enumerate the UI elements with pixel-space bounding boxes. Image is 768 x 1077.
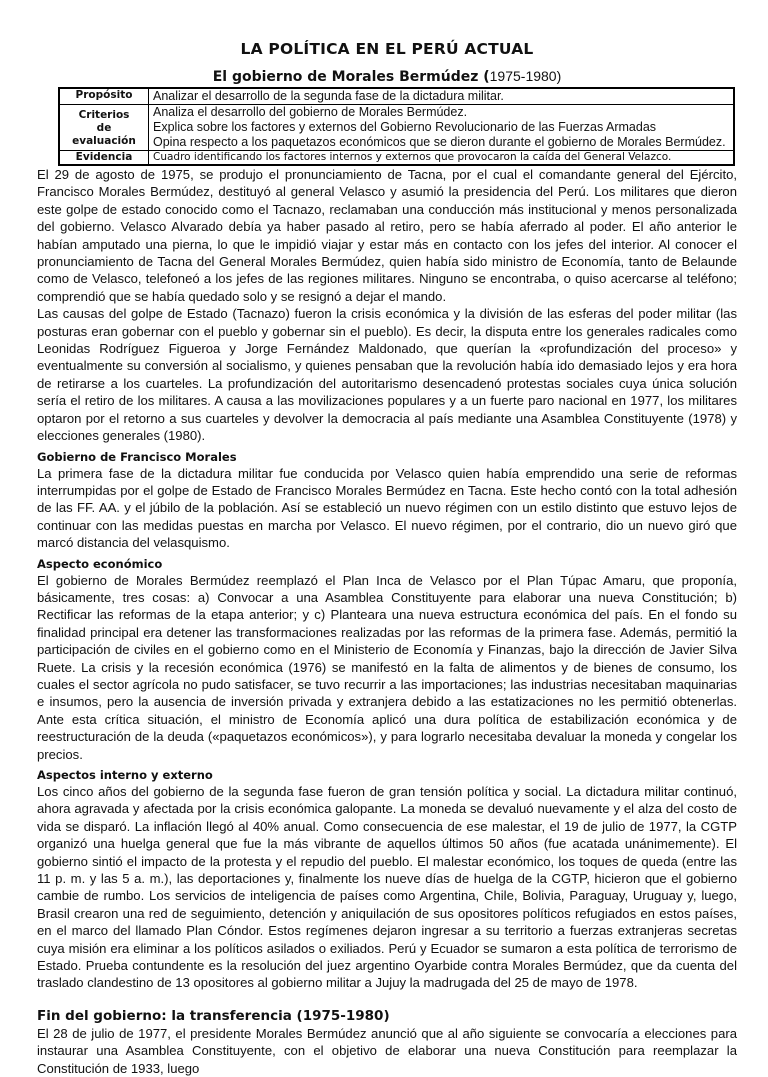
document-subtitle (37, 68, 737, 86)
table-row-criterios (59, 105, 734, 151)
criterio-item: Explica sobre los factores y externos del Gobierno Revolucionario de las Fuerzas Armadas (153, 120, 657, 134)
subtitle-years: 1975-1980) (489, 68, 562, 84)
section-heading-fin: Fin del gobierno: la transferencia (1975-1980) (37, 1007, 390, 1024)
section-heading-gobierno: Gobierno de Francisco Morales (37, 449, 237, 464)
table-row-evidencia (59, 151, 734, 166)
economico-paragraph: El gobierno de Morales Bermúdez reemplazó el Plan Inca de Velasco por el Plan Túpac Amaru, que proponía, básicamente, tres cosas: a) Convocar a una Asamblea Constituyente para elaborar una nueva Constitución; b) Rectificar las reformas de la etapa anterior; y c) Planteara una nueva estructura económica del país. En el fondo su finalidad principal era detener las transformaciones realizadas por las reformas de la primera fase. Además, permitió la participación de civiles en el gobierno como en el Ministerio de Economía y Finanzas, bajo la dirección de Javier Silva Ruete. La crisis y la recesión económica (1976) se manifestó en la falta de alimentos y de bienes de consumo, los cuales el sector agrícola no pudo satisfacer, se tuvo recurrir a las importaciones; las industrias necesitaban maquinarias e insumos, pero la ausencia de inversión privada y extranjera debido a las estatizaciones no les permitió obtenerlas. Ante esta crítica situación, el ministro de Economía aplicó una dura política de estabilización económica y de reestructuración de la deuda («paquetazos económicos»), y para lograrlo necesitaba devaluar la moneda y congelar los precios. (37, 572, 737, 762)
evidencia-label: Evidencia (59, 151, 149, 166)
fin-paragraph: El 28 de julio de 1977, el presidente Morales Bermúdez anunció que al año siguiente se convocaría a elecciones para instaurar una Asamblea Constituyente, con el objetivo de elaborar una nueva Constitución para reemplazar la Constitución de 1933, luego (37, 1025, 737, 1076)
gobierno-paragraph: La primera fase de la dictadura militar fue conducida por Velasco quien había emprendido una serie de reformas interrumpidas por el golpe de Estado de Francisco Morales Bermúdez en Tacna. Este hecho contó con la total adhesión de las FF. AA. y el júbilo de la población. Así se estableció un nuevo régimen con un estilo distinto que estuvo lejos de continuar con las medidas puestas en marcha por Velasco. El nuevo régimen, por el contrario, dio un nuevo giró que marcó distancia del velasquismo. (37, 465, 737, 551)
intro-paragraph-2: Las causas del golpe de Estado (Tacnazo) fueron la crisis económica y la división de las esferas del poder militar (las posturas eran gobernar con el pueblo y gobernar sin el pueblo). Es decir, la disputa entre los generales radicales como Leonidas Rodríguez Figueroa y Jorge Fernández Maldonado, que querían la «profundización del proceso» y eventualmente su conversión al socialismo, y quienes pensaban que la revolución había ido demasiado lejos y era hora de retirarse a los cuarteles. La profundización del autoritarismo desencadenó protestas sociales cuya única solución sería el retiro de los militares. A causa a las movilizaciones populares y a un fuerte paro nacional en 1977, los militares optaron por el retorno a sus cuarteles y devolver la democracia al país mediante una Asamblea Constituyente (1978) y elecciones generales (1980). (37, 306, 737, 444)
criterio-item: Opina respecto a los paquetazos económicos que se dieron durante el gobierno de Morales Bermúdez. (153, 135, 726, 149)
section-heading-economico: Aspecto económico (37, 556, 163, 571)
intro-paragraph-1: El 29 de agosto de 1975, se produjo el pronunciamiento de Tacna, por el cual el comandante general del Ejército, Francisco Morales Bermúdez, destituyó al general Velasco y asumió la presidencia del Perú. Los militares que dieron este golpe de estado conocido como el Tacnazo, reclamaban una conducción más institucional y menos personalizada del gobierno. Velasco Alvarado debía ya haber pasado al retiro, pero se había aferrado al poder. El año anterior le habían amputado una pierna, lo que le impidió viajar y estar más en contacto con los jefes del interior. Al conocer el pronunciamiento de Tacna del General Morales Bermúdez, quien había sido ministro de Economía, tanto de Belaunde como de Velasco, telefoneó a los jefes de las regiones militares. Ninguno se encontraba, o quiso acercarse al teléfono; comprendió que se había quedado solo y se resignó a dejar el mando. (37, 167, 737, 304)
learning-objectives-table (58, 87, 735, 166)
criterios-value (149, 105, 735, 151)
section-heading-interno: Aspectos interno y externo (37, 768, 213, 782)
proposito-label: Propósito (59, 88, 149, 105)
table-row-proposito (59, 88, 734, 105)
criterio-item: Analiza el desarrollo del gobierno de Morales Bermúdez. (153, 105, 468, 119)
evidencia-value: Cuadro identificando los factores internos y externos que provocaron la caída del General Velazco. (149, 151, 735, 166)
criterios-label-line: de (96, 122, 112, 134)
criterios-label-line: Criterios (78, 109, 130, 121)
subtitle-text: El gobierno de Morales Bermúdez ( (212, 69, 490, 85)
criterios-label (59, 105, 149, 151)
interno-paragraph: Los cinco años del gobierno de la segunda fase fueron de gran tensión política y social. La dictadura militar continuó, ahora agravada y afectada por la crisis económica galopante. La moneda se devaluó nuevamente y el alza del costo de vida se disparó. La inflación llegó al 40% anual. Como consecuencia de ese malestar, el 19 de julio de 1977, la CGTP organizó una huelga general que fue la más vibrante de aquellos últimos 50 años (fue acatada unánimemente). El gobierno sintió el impacto de la protesta y el repudio del pueblo. El malestar económico, los toques de queda (entre las 11 p. m. y las 5 a. m.), las deportaciones y, finalmente los nueve días de huelga de la CGTP, hicieron que el gobierno cambie de rumbo. Los servicios de inteligencia de países como Argentina, Chile, Bolivia, Paraguay, Uruguay y, luego, Brasil crearon una red de seguimiento, detención y aniquilación de sus opositores políticos refugiados en estos países, en el marco del llamado Plan Cóndor. Estos regímenes dejaron ingresar a su territorio a fuerzas extranjeras secretas cuya misión era eliminar a los políticos asilados o exiliados. Perú y Ecuador se sumaron a esta política de terrorismo de Estado. Prueba contundente es la resolución del juez argentino Oyarbide contra Morales Bermúdez, que da cuenta del traslado clandestino de 13 opositores al gobierno militar a Jujuy la madrugada del 25 de mayo de 1978. (37, 784, 737, 991)
document-title: LA POLÍTICA EN EL PERÚ ACTUAL (240, 40, 534, 58)
proposito-value: Analizar el desarrollo de la segunda fase de la dictadura militar. (149, 88, 735, 105)
criterios-label-line: evaluación (72, 135, 136, 147)
